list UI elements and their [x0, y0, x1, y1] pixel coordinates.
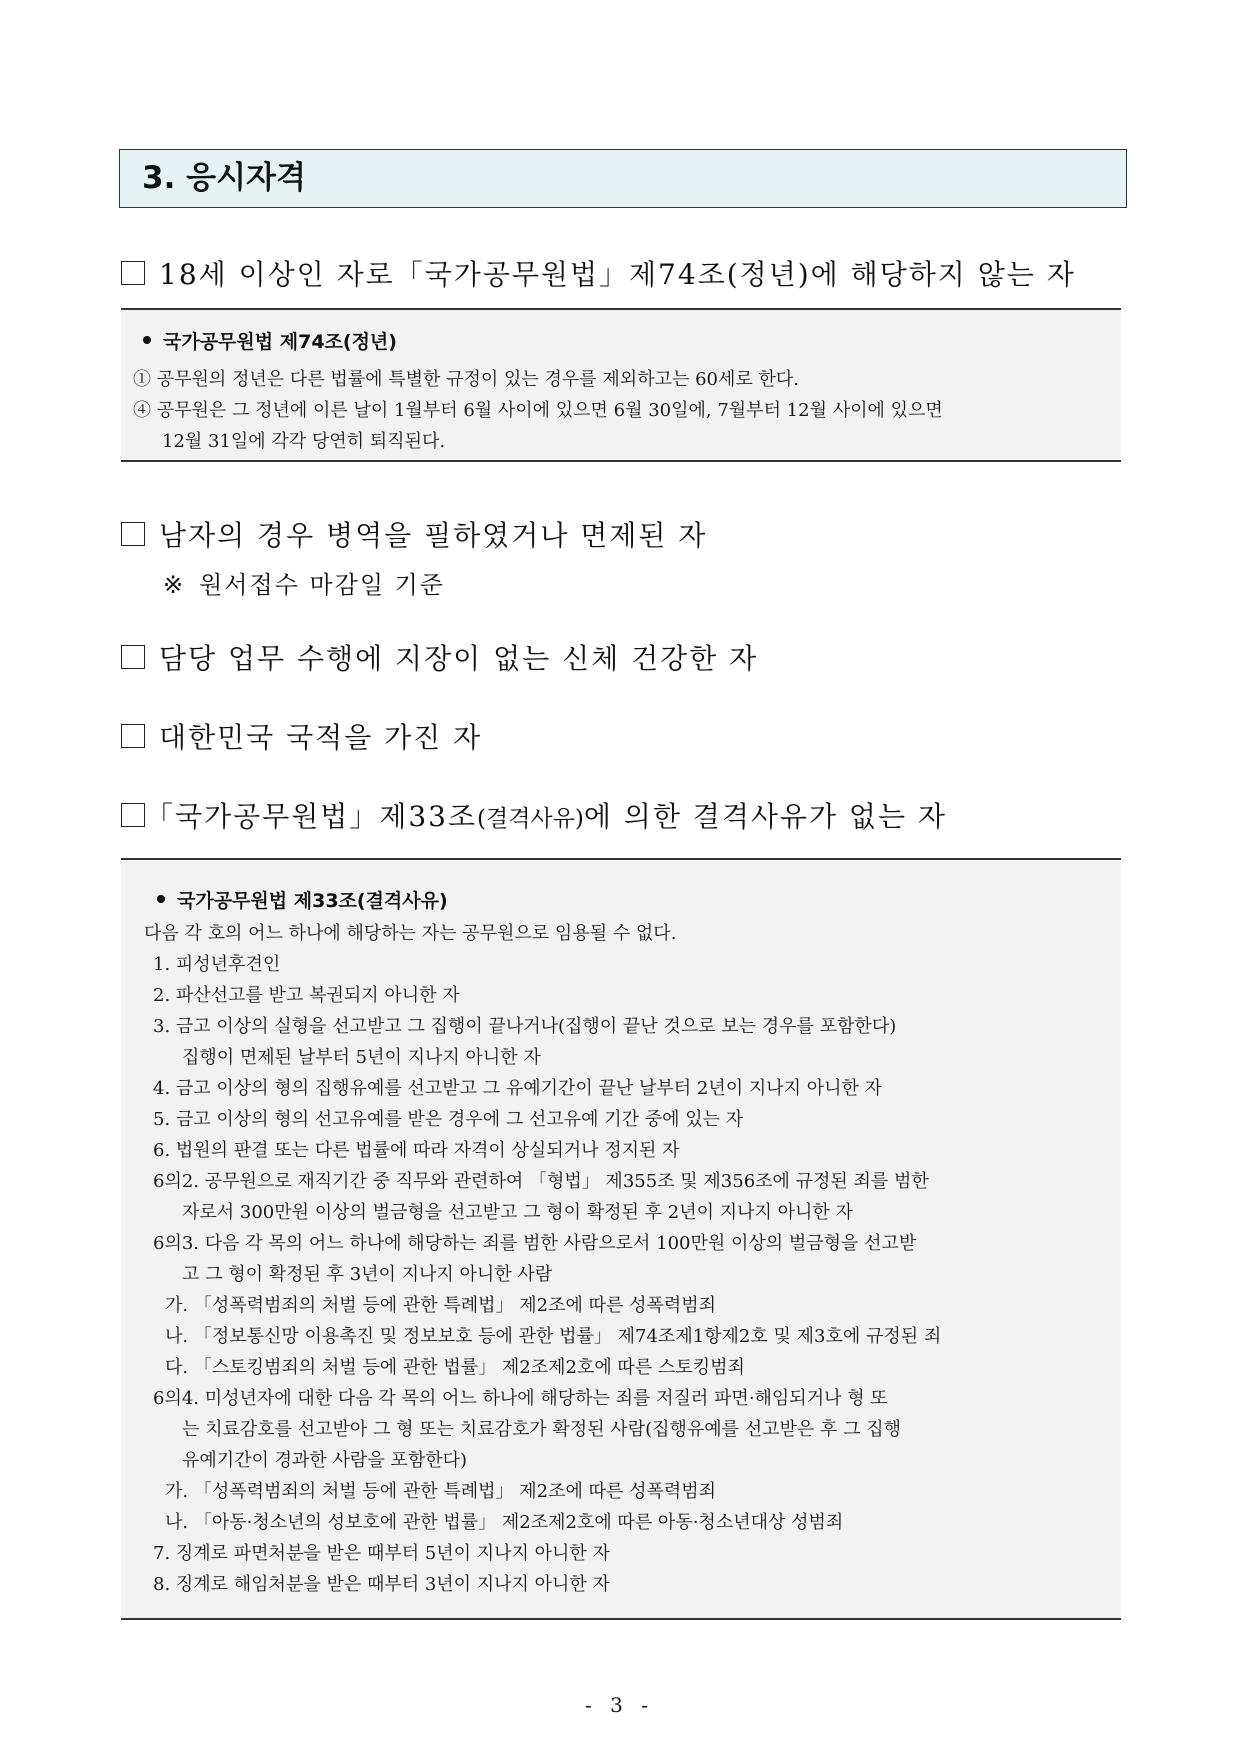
law-33-line: 는 치료감호를 선고받아 그 형 또는 치료감호가 확정된 사람(집행유예를 선고받은 후 그 집행 — [182, 1419, 902, 1440]
bullet-icon — [157, 895, 165, 903]
requirement-military — [121, 514, 707, 554]
checkbox-square-icon — [121, 645, 145, 669]
requirement-text: 18세 이상인 자로「국가공무원법」제74조(정년)에 해당하지 않는 자 — [159, 258, 1076, 291]
requirement-disqualification: 「국가공무원법」제33조(결격사유)에 의한 결격사유가 없는 자 — [121, 795, 947, 835]
law-33-line: 유예기간이 경과한 사람을 포함한다) — [182, 1450, 468, 1471]
requirement-text: 담당 업무 수행에 지장이 없는 신체 건강한 자 — [159, 642, 759, 675]
law-33-line: 6의4. 미성년자에 대한 다음 각 목의 어느 하나에 해당하는 죄를 저질러 파면·해임되거나 형 또 — [153, 1388, 888, 1409]
law-74-box — [121, 308, 1121, 462]
law-33-line: 다음 각 호의 어느 하나에 해당하는 자는 공무원으로 임용될 수 없다. — [144, 923, 677, 944]
law-74-line: ④ 공무원은 그 정년에 이른 날이 1월부터 6월 사이에 있으면 6월 30일에, 7월부터 12월 사이에 있으면 — [133, 400, 943, 421]
requirement-note: ※ 원서접수 마감일 기준 — [163, 571, 446, 599]
law-33-line: 6의2. 공무원으로 재직기간 중 직무와 관련하여 「형법」 제355조 및 제356조에 규정된 죄를 범한 — [153, 1171, 929, 1192]
law-33-line: 나. 「아동·청소년의 성보호에 관한 법률」 제2조제2호에 따른 아동·청소년대상 성범죄 — [165, 1512, 844, 1533]
law-33-line: 4. 금고 이상의 형의 집행유예를 선고받고 그 유예기간이 끝난 날부터 2년이 지나지 아니한 자 — [153, 1078, 882, 1099]
law-33-line: 가. 「성폭력범죄의 처벌 등에 관한 특례법」 제2조에 따른 성폭력범죄 — [165, 1481, 717, 1502]
law-74-title: 국가공무원법 제74조(정년) — [143, 327, 397, 354]
requirement-age — [121, 253, 1076, 293]
law-33-line: 6의3. 다음 각 목의 어느 하나에 해당하는 죄를 범한 사람으로서 100만원 이상의 벌금형을 선고받 — [153, 1233, 917, 1254]
section-title: 3. 응시자격 — [119, 149, 1127, 208]
law-33-line: 자로서 300만원 이상의 벌금형을 선고받고 그 형이 확정된 후 2년이 지나지 아니한 자 — [182, 1202, 853, 1223]
requirement-health — [121, 637, 758, 677]
checkbox-square-icon — [121, 261, 145, 285]
checkbox-square-icon — [121, 803, 145, 827]
checkbox-square-icon — [121, 724, 145, 748]
reference-mark-icon: ※ — [163, 571, 186, 599]
law-33-line: 8. 징계로 해임처분을 받은 때부터 3년이 지나지 아니한 자 — [153, 1574, 610, 1595]
law-33-line: 5. 금고 이상의 형의 선고유예를 받은 경우에 그 선고유예 기간 중에 있는 자 — [153, 1109, 744, 1130]
bullet-icon — [143, 336, 151, 344]
law-33-line: 2. 파산선고를 받고 복권되지 아니한 자 — [153, 985, 460, 1006]
law-33-line: 1. 피성년후견인 — [153, 954, 281, 975]
checkbox-square-icon — [121, 522, 145, 546]
law-74-line: ① 공무원의 정년은 다른 법률에 특별한 규정이 있는 경우를 제외하고는 60세로 한다. — [133, 369, 799, 390]
law-33-line: 7. 징계로 파면처분을 받은 때부터 5년이 지나지 아니한 자 — [153, 1543, 610, 1564]
law-33-line: 3. 금고 이상의 실형을 선고받고 그 집행이 끝나거나(집행이 끝난 것으로 보는 경우를 포함한다) — [153, 1016, 897, 1037]
page-number: - 3 - — [585, 1693, 654, 1717]
law-33-title: 국가공무원법 제33조(결격사유) — [157, 886, 448, 913]
law-74-line: 12월 31일에 각각 당연히 퇴직된다. — [162, 431, 446, 452]
law-33-line: 집행이 면제된 날부터 5년이 지나지 아니한 자 — [182, 1047, 541, 1068]
requirement-text: 대한민국 국적을 가진 자 — [159, 721, 483, 754]
requirement-text: 남자의 경우 병역을 필하였거나 면제된 자 — [159, 519, 708, 552]
law-33-line: 다. 「스토킹범죄의 처벌 등에 관한 법률」 제2조제2호에 따른 스토킹범죄 — [165, 1357, 745, 1378]
law-33-line: 6. 법원의 판결 또는 다른 법률에 따라 자격이 상실되거나 정지된 자 — [153, 1140, 680, 1161]
requirement-nationality — [121, 716, 482, 756]
law-33-line: 가. 「성폭력범죄의 처벌 등에 관한 특례법」 제2조에 따른 성폭력범죄 — [165, 1295, 717, 1316]
law-33-line: 고 그 형이 확정된 후 3년이 지나지 아니한 사람 — [182, 1264, 553, 1285]
law-33-box — [121, 858, 1121, 1620]
law-33-line: 나. 「정보통신망 이용촉진 및 정보보호 등에 관한 법률」 제74조제1항제2호 및 제3호에 규정된 죄 — [165, 1326, 942, 1347]
